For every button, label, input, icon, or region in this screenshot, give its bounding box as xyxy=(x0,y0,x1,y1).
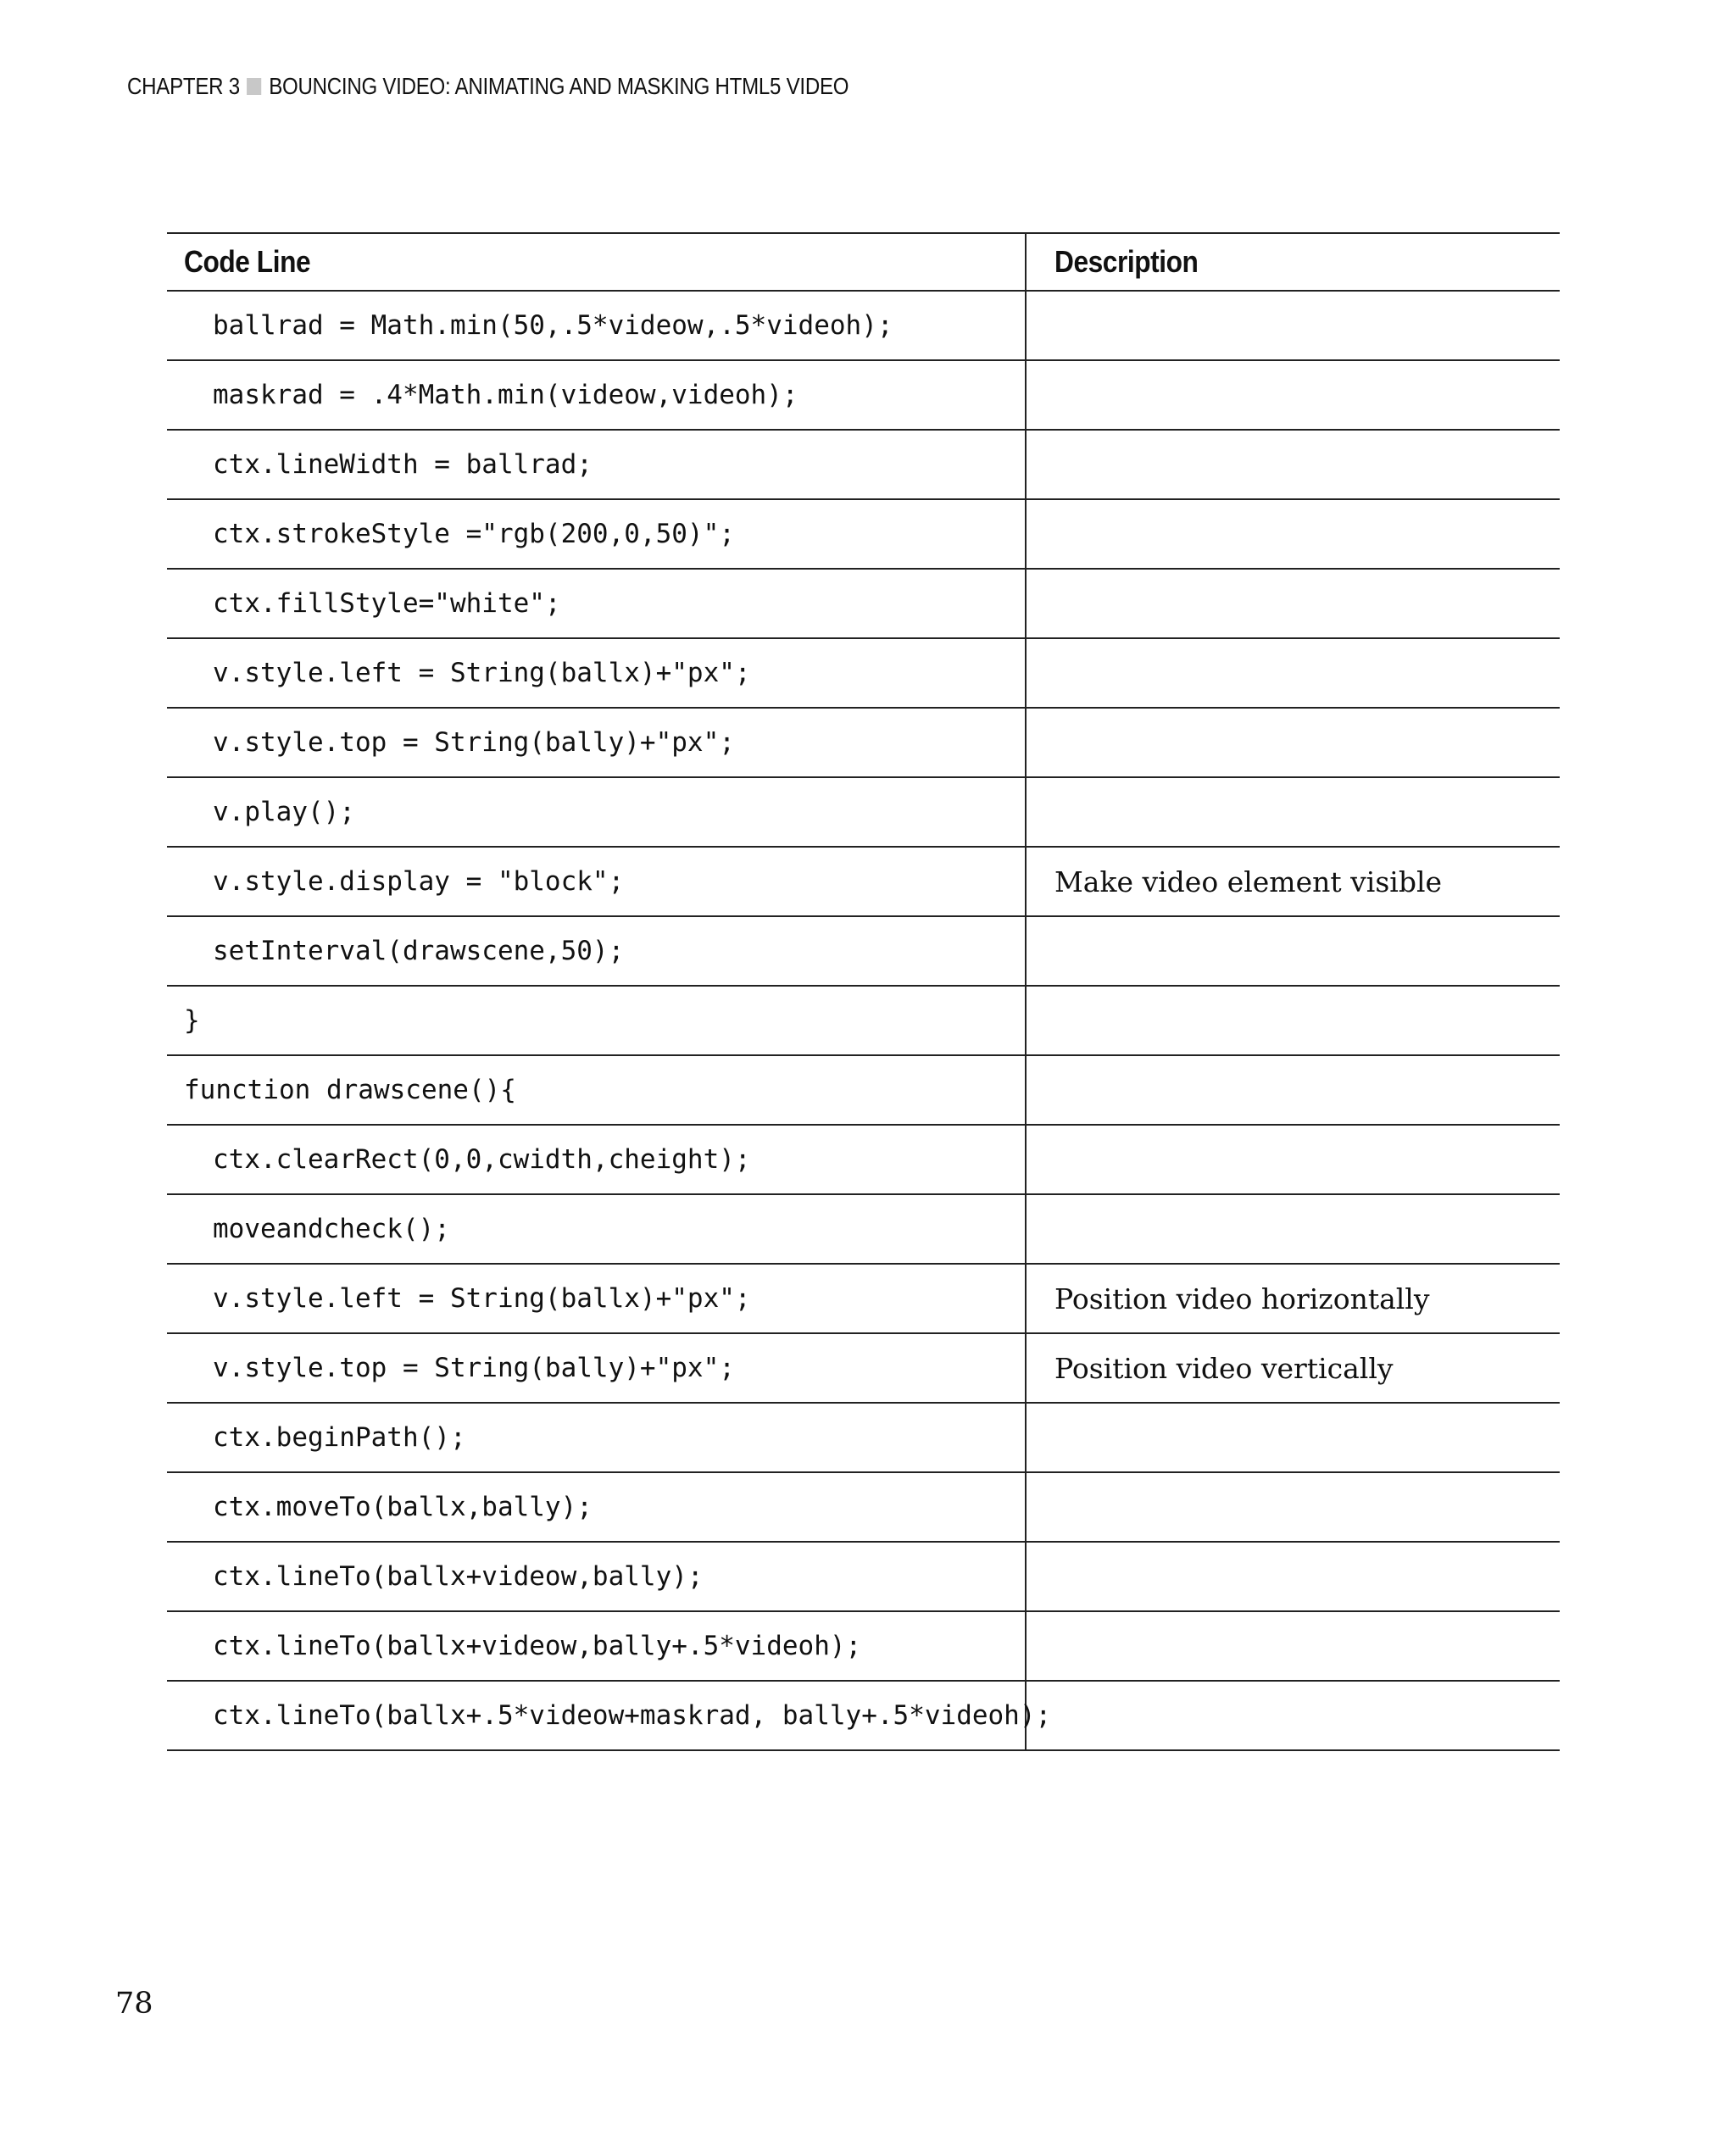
description-cell xyxy=(1026,291,1560,360)
table-row xyxy=(167,1194,1560,1264)
description-cell xyxy=(1026,1055,1560,1125)
header-separator-square xyxy=(247,78,261,95)
code-table xyxy=(167,232,1560,1751)
table-row xyxy=(167,638,1560,708)
column-header-code-line: Code Line xyxy=(167,233,1026,291)
code-cell: moveandcheck(); xyxy=(167,1194,1026,1264)
description-cell xyxy=(1026,1542,1560,1611)
description-cell xyxy=(1026,1472,1560,1542)
code-cell: ctx.lineTo(ballx+videow,bally); xyxy=(167,1542,1026,1611)
table-row xyxy=(167,430,1560,499)
code-cell: v.play(); xyxy=(167,777,1026,847)
code-cell: maskrad = .4*Math.min(videow,videoh); xyxy=(167,360,1026,430)
code-cell: v.style.left = String(ballx)+"px"; xyxy=(167,638,1026,708)
table-row xyxy=(167,1125,1560,1194)
table-row xyxy=(167,499,1560,569)
table-row xyxy=(167,1333,1560,1403)
code-cell: ctx.moveTo(ballx,bally); xyxy=(167,1472,1026,1542)
code-cell: ballrad = Math.min(50,.5*videow,.5*videoh); xyxy=(167,291,1026,360)
chapter-label: CHAPTER 3 xyxy=(127,73,240,99)
table-row xyxy=(167,1472,1560,1542)
description-cell xyxy=(1026,1681,1560,1750)
code-cell: v.style.display = "block"; xyxy=(167,847,1026,916)
code-cell: v.style.left = String(ballx)+"px"; xyxy=(167,1264,1026,1333)
page-number: 78 xyxy=(115,1987,153,2021)
description-cell xyxy=(1026,360,1560,430)
table-row xyxy=(167,847,1560,916)
description-cell xyxy=(1026,777,1560,847)
running-head xyxy=(127,73,849,100)
code-cell: ctx.strokeStyle ="rgb(200,0,50)"; xyxy=(167,499,1026,569)
code-cell: } xyxy=(167,986,1026,1055)
description-cell xyxy=(1026,638,1560,708)
table-row xyxy=(167,1264,1560,1333)
code-cell: ctx.fillStyle="white"; xyxy=(167,569,1026,638)
table-row xyxy=(167,1681,1560,1750)
code-cell: ctx.clearRect(0,0,cwidth,cheight); xyxy=(167,1125,1026,1194)
table-row xyxy=(167,916,1560,986)
code-cell: v.style.top = String(bally)+"px"; xyxy=(167,708,1026,777)
code-cell: ctx.beginPath(); xyxy=(167,1403,1026,1472)
description-cell xyxy=(1026,569,1560,638)
table-row xyxy=(167,708,1560,777)
code-cell: function drawscene(){ xyxy=(167,1055,1026,1125)
table-row xyxy=(167,777,1560,847)
code-cell: setInterval(drawscene,50); xyxy=(167,916,1026,986)
chapter-title: BOUNCING VIDEO: ANIMATING AND MASKING HTML5 VIDEO xyxy=(269,73,849,99)
description-cell xyxy=(1026,986,1560,1055)
description-cell xyxy=(1026,1194,1560,1264)
description-cell: Make video element visible xyxy=(1026,847,1560,916)
description-cell: Position video horizontally xyxy=(1026,1264,1560,1333)
column-header-description: Description xyxy=(1026,233,1560,291)
code-cell: ctx.lineTo(ballx+.5*videow+maskrad, bally+.5*videoh); xyxy=(167,1681,1026,1750)
code-cell: ctx.lineTo(ballx+videow,bally+.5*videoh); xyxy=(167,1611,1026,1681)
table-row xyxy=(167,1611,1560,1681)
description-cell xyxy=(1026,499,1560,569)
description-cell xyxy=(1026,1611,1560,1681)
description-cell xyxy=(1026,1125,1560,1194)
description-cell xyxy=(1026,1403,1560,1472)
description-cell xyxy=(1026,916,1560,986)
description-cell: Position video vertically xyxy=(1026,1333,1560,1403)
table-header-row xyxy=(167,233,1560,291)
table-row xyxy=(167,1055,1560,1125)
table-row xyxy=(167,360,1560,430)
table-row xyxy=(167,1403,1560,1472)
table-row xyxy=(167,986,1560,1055)
description-cell xyxy=(1026,430,1560,499)
code-cell: ctx.lineWidth = ballrad; xyxy=(167,430,1026,499)
table-row xyxy=(167,569,1560,638)
table-row xyxy=(167,291,1560,360)
table-row xyxy=(167,1542,1560,1611)
description-cell xyxy=(1026,708,1560,777)
code-cell: v.style.top = String(bally)+"px"; xyxy=(167,1333,1026,1403)
